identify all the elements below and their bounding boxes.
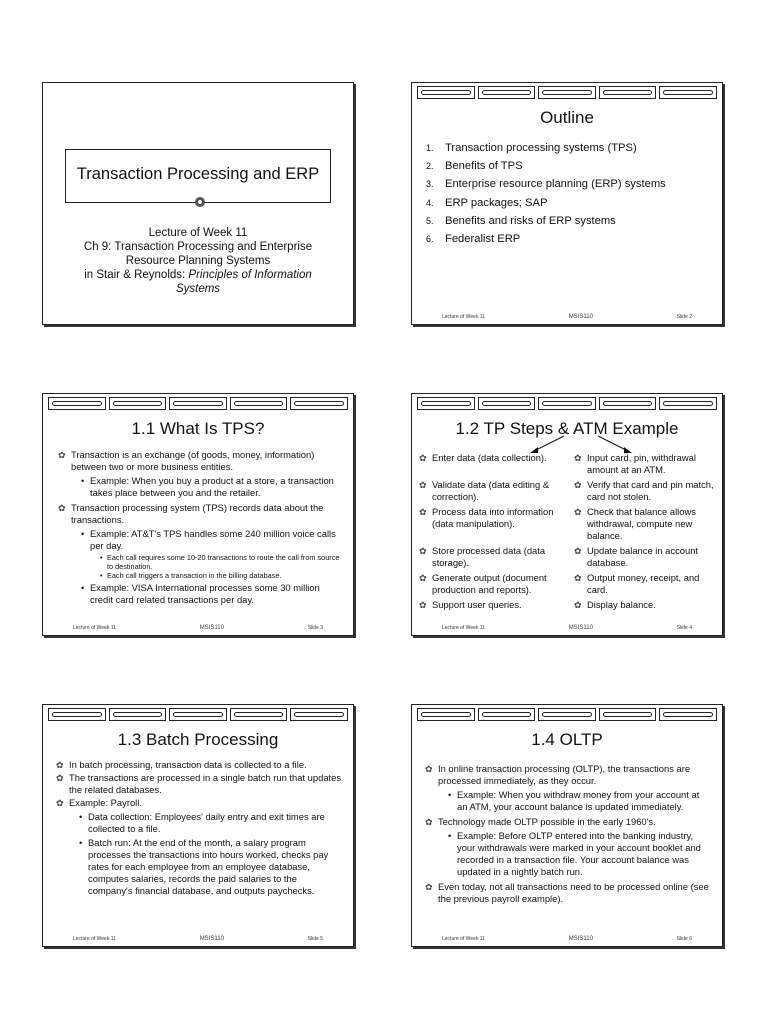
slide-title: Outline [540, 108, 594, 127]
chapter-line-1: Ch 9: Transaction Processing and Enterprise [83, 241, 313, 253]
bullet: ✿ Example: Payroll. • Data collection: Employees' daily entry and exit times are collected to a file. • Batch run: At the end of the month, a salary program processes the transactions into hours worked, checks pay rates for each employee from an employee database, computes salaries, records the paid salaries to the company's financial database, and outputs paychecks. [55, 797, 343, 897]
slide-4 [411, 393, 723, 636]
step-item: ✿ Store processed data (data storage). [418, 545, 568, 569]
decorative-header-bar [417, 86, 717, 99]
atm-item: ✿ Check that balance allows withdrawal, compute new balance. [573, 506, 719, 542]
outline-list [426, 139, 716, 248]
sub-sub-bullet: • Each call triggers a transaction in the billing database. [100, 571, 345, 580]
sub-sub-bullet: • Each call requires some 10-20 transactions to route the call from source to destination. [100, 553, 345, 571]
step-item: ✿ Support user queries. [418, 599, 568, 611]
decorative-header-bar [48, 708, 348, 721]
bullet-list [57, 449, 345, 609]
bullet-list [55, 759, 343, 900]
bullet: ✿ Even today, not all transactions need to be processed online (see the previous payroll example). [424, 881, 712, 905]
chapter-line-2: Resource Planning Systems [125, 255, 271, 267]
steps-list [418, 452, 568, 614]
bullet: ✿ Transaction processing system (TPS) records data about the transactions. • Example: AT&T's TPS handles some 240 million voice calls per day. • Each call requires some 10-20 transactions to route the call from source to destination. • Each call triggers a transaction in the billing database. • Example: VISA International processes some 30 million credit card related transactions per day. [57, 502, 345, 606]
slide-2 [411, 82, 723, 325]
step-item: ✿ Generate output (document production and reports). [418, 572, 568, 596]
slide-title: 1.2 TP Steps & ATM Example [455, 419, 679, 438]
atm-item: ✿ Output money, receipt, and card. [573, 572, 719, 596]
book-line-2: Systems [175, 283, 221, 295]
step-item: ✿ Enter data (data collection). [418, 452, 568, 476]
slide-1 [42, 82, 354, 325]
slide-footer: Lecture of Week 11 MSIS110 Slide 4 [442, 625, 692, 631]
bullet-list [424, 763, 712, 908]
outline-item: 6. Federalist ERP [426, 233, 521, 246]
step-item: ✿ Validate data (data editing & correction). [418, 479, 568, 503]
slide-5 [42, 704, 354, 947]
bullet: ✿ In online transaction processing (OLTP), the transactions are processed immediately, as they occur. • Example: When you withdraw money from your account at an ATM, your account balance is updated immediately. [424, 763, 712, 813]
atm-item: ✿ Display balance. [573, 599, 719, 611]
slide-footer: Lecture of Week 11 MSIS110 Slide 2 [442, 314, 692, 320]
outline-item: 4. ERP packages; SAP [426, 196, 548, 209]
slide-title: 1.1 What Is TPS? [131, 419, 265, 438]
slide-title: 1.4 OLTP [531, 730, 603, 749]
bullet: ✿ In batch processing, transaction data is collected to a file. [55, 759, 343, 771]
lecture-text [43, 226, 353, 296]
sub-bullet: • Example: When you withdraw money from your account at an ATM, your account balance is updated immediately. [448, 789, 712, 813]
lecture-label: Lecture of Week 11 [148, 227, 248, 239]
decorative-header-bar [417, 397, 717, 410]
bullet: ✿ Transaction is an exchange (of goods, money, information) between two or more business entities. • Example: When you buy a product at a store, a transaction takes place between you and the retailer. [57, 449, 345, 499]
slide-title: Transaction Processing and ERP [57, 165, 339, 184]
outline-item: 5. Benefits and risks of ERP systems [426, 214, 616, 227]
atm-item: ✿ Update balance in account database. [573, 545, 719, 569]
outline-item: 1. Transaction processing systems (TPS) [426, 142, 637, 154]
step-item: ✿ Process data into information (data manipulation). [418, 506, 568, 542]
outline-item: 3. Enterprise resource planning (ERP) systems [426, 178, 666, 191]
decorative-header-bar [48, 397, 348, 410]
decorative-header-bar [417, 708, 717, 721]
atm-list [573, 452, 719, 614]
sub-bullet: • Example: AT&T's TPS handles some 240 million voice calls per day. • Each call requires some 10-20 transactions to route the call from source to destination. • Each call triggers a transaction in the billing database. [81, 528, 345, 580]
bullet: ✿ Technology made OLTP possible in the early 1960's. • Example: Before OLTP entered into the banking industry, your withdrawals were marked in your account booklet and recorded in a transaction file. Your account balance was updated in a nightly batch run. [424, 816, 712, 878]
sub-bullet: • Data collection: Employees' daily entry and exit times are collected to a file. [79, 811, 343, 835]
slide-3 [42, 393, 354, 636]
slide-6 [411, 704, 723, 947]
book-line: in Stair & Reynolds: Principles of Information [84, 269, 312, 281]
atm-item: ✿ Input card, pin, withdrawal amount at an ATM. [573, 452, 719, 476]
slide-footer: Lecture of Week 11 MSIS110 Slide 3 [73, 625, 323, 631]
sub-bullet: • Example: Before OLTP entered into the banking industry, your withdrawals were marked in your account booklet and recorded in a transaction file. Your account balance was updated in a nightly batch run. [448, 830, 712, 878]
cd-icon [195, 197, 205, 207]
outline-item: 2. Benefits of TPS [426, 160, 523, 173]
sub-bullet: • Example: VISA International processes some 30 million credit card related transactions per day. [81, 582, 345, 606]
atm-item: ✿ Verify that card and pin match, card not stolen. [573, 479, 719, 503]
slide-title: 1.3 Batch Processing [117, 730, 279, 749]
sub-bullet: • Example: When you buy a product at a store, a transaction takes place between you and the retailer. [81, 475, 345, 499]
slide-footer: Lecture of Week 11 MSIS110 Slide 6 [442, 936, 692, 942]
slide-footer: Lecture of Week 11 MSIS110 Slide 5 [73, 936, 323, 942]
bullet: ✿ The transactions are processed in a single batch run that updates the related databases. [55, 772, 343, 796]
sub-bullet: • Batch run: At the end of the month, a salary program processes the transactions into hours worked, checks pay rates for each employee from an employee database, computes salaries, records the paid salaries to the company's financial database, and outputs paychecks. [79, 837, 343, 897]
